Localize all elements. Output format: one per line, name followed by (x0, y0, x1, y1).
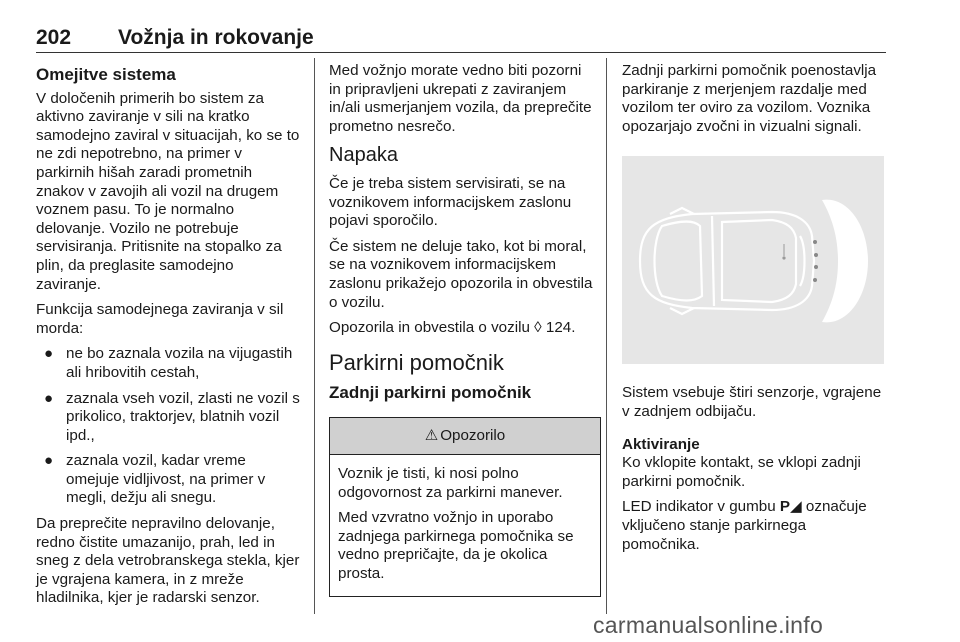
page-header (36, 26, 886, 50)
warning-triangle-icon: ⚠ (424, 426, 439, 444)
column-middle (329, 62, 595, 597)
bullet-icon: ● (44, 452, 54, 470)
cross-reference-page: 124. (541, 319, 576, 337)
warning-body (330, 455, 600, 597)
paragraph: Če je treba sistem servisirati, se na voznikovem informacijskem zaslonu pojavi sporočilo. (329, 174, 572, 230)
paragraph: Voznik je tisti, ki nosi polno odgovornost za parkirni manever. (338, 464, 563, 501)
parking-assist-button-icon: P◢ (779, 498, 802, 516)
warning-box (329, 417, 601, 598)
column-left (36, 62, 300, 615)
paragraph: Zadnji parkirni pomočnik poenostavlja parkiranje z merjenjem razdalje med vozilom ter oviro za vozilom. Voznika opozarjajo zvočni in vizualni signali. (622, 62, 877, 135)
paragraph: Med vzvratno vožnjo in uporabo zadnjega parkirnega pomočnika se vedno prepričajte, da je okolica prosta. (338, 509, 574, 582)
bullet-list (36, 345, 300, 508)
column-right (622, 62, 886, 561)
section-heading-fault: Napaka (329, 144, 398, 167)
list-item (36, 345, 300, 382)
watermark: carmanualsonline.info (593, 612, 824, 638)
chapter-title: Vožnja in rokovanje (118, 26, 314, 49)
cross-reference-text: Opozorila in obvestila o vozilu (329, 319, 535, 337)
bullet-icon: ● (44, 389, 54, 407)
page-reference-arrow-icon: ◊ (534, 319, 542, 337)
paragraph: Če sistem ne deluje tako, kot bi moral, se na voznikovem informacijskem zaslonu prikažejo opozorila in obvestila o vozilu. (329, 237, 593, 311)
paragraph: Med vožnjo morate vedno biti pozorni in pripravljeni ukrepati z zaviranjem in/ali usmerjanjem vozila, da preprečite prometno nesrečo. (329, 62, 592, 135)
parking-sensor-illustration (622, 156, 884, 364)
car-top-view-icon (622, 156, 884, 364)
paragraph: Ko vklopite kontakt, se vklopi zadnji parkirni pomočnik. (622, 454, 861, 490)
warning-header (330, 418, 600, 455)
column-divider-1 (314, 58, 315, 614)
subsection-heading-activation: Aktiviranje (622, 435, 700, 453)
bullet-icon: ● (44, 345, 54, 363)
warning-title: Opozorilo (440, 426, 506, 444)
list-item-text: ne bo zaznala vozila na vijugastih ali hribovitih cestah, (66, 345, 293, 381)
header-divider (36, 52, 886, 53)
list-item (36, 390, 300, 446)
page-number: 202 (36, 26, 72, 49)
paragraph: V določenih primerih bo sistem za aktivno zaviranje v sili na kratko samodejno zaviral v situacijah, ko se to ne zdi nepotrebno, na primer v parkirnih hišah zaradi prometnih znakov v zavojih ali vozil na drugem voznem pasu. To je normalno delovanje. Vozilo ne potrebuje servisiranja. Pritisnite na stopalko za plin, da preglasite samodejno zaviranje. (36, 89, 300, 293)
led-text-start: LED indikator v gumbu (622, 498, 780, 516)
column-divider-2 (606, 58, 607, 614)
paragraph: Da preprečite nepravilno delovanje, redno čistite umazanijo, prah, led in sneg z dela vetrobranskega stekla, kjer je vgrajena kamera, in z mreže hladilnika, kjer je radarski senzor. (36, 515, 300, 607)
section-heading-system-limits: Omejitve sistema (36, 65, 176, 84)
list-item-text: zaznala vseh vozil, zlasti ne vozil s prikolico, traktorjev, blatnih vozil ipd., (66, 389, 300, 444)
paragraph-cross-reference (329, 319, 595, 338)
paragraph: Funkcija samodejnega zaviranja v sil morda: (36, 301, 284, 337)
paragraph-led-indicator (622, 498, 886, 554)
subsection-heading-rear-parking-assist: Zadnji parkirni pomočnik (329, 383, 532, 403)
section-heading-parking-assist: Parkirni pomočnik (329, 349, 504, 375)
list-item (36, 452, 300, 508)
list-item-text: zaznala vozil, kadar vreme omejuje vidljivost, na primer v megli, dežju ali snegu. (66, 452, 266, 507)
paragraph: Sistem vsebuje štiri senzorje, vgrajene v zadnjem odbijaču. (622, 384, 882, 420)
led-text-end: označuje vključeno stanje parkirnega pomočnika. (622, 498, 867, 553)
